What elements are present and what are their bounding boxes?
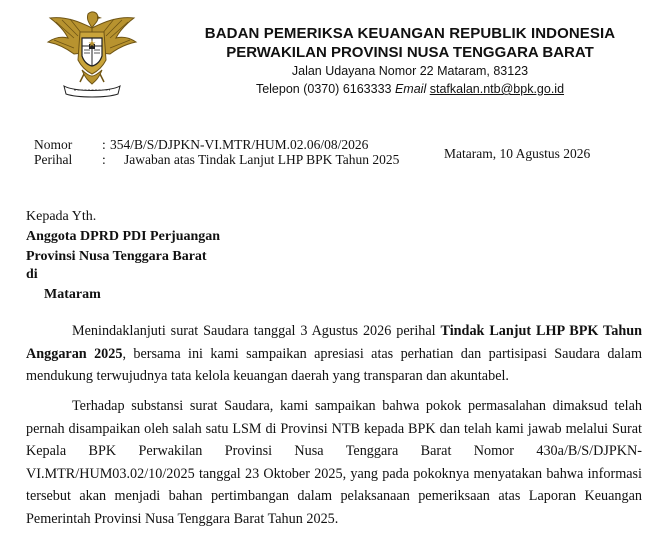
p1-bold: Tindak Lanjut LHP BPK Tahun Anggaran 2025 <box>26 323 642 362</box>
recipient-line2: Provinsi Nusa Tenggara Barat <box>26 249 207 264</box>
phone-text: Telepon (0370) 6163333 <box>255 82 392 96</box>
org-branch: PERWAKILAN PROVINSI NUSA TENGGARA BARAT <box>226 44 594 61</box>
recipient-line3: di <box>26 267 38 282</box>
garuda-emblem-icon <box>44 8 140 98</box>
perihal-colon: : <box>102 152 106 167</box>
nomor-value: 354/B/S/DJPKN-VI.MTR/HUM.02.06/08/2026 <box>110 137 369 152</box>
letterhead <box>170 24 650 98</box>
letter-date: Mataram, 10 Agustus 2026 <box>444 146 591 161</box>
recipient-line1: Anggota DPRD PDI Perjuangan <box>26 229 221 244</box>
p1-text-b: , bersama ini kami sampaikan apresiasi atas perhatian dan partisipasi Saudara dalam mendukung terwujudnya tata kelola keuangan daerah yang transparan dan akuntabel. <box>26 345 642 384</box>
recipient-greeting: Kepada Yth. <box>26 209 97 224</box>
nomor-colon: : <box>102 137 106 152</box>
email-label: Email <box>394 82 427 96</box>
perihal-value: Jawaban atas Tindak Lanjut LHP BPK Tahun 2025 <box>124 152 400 167</box>
p1-text-a: Menindaklanjuti surat Saudara tanggal 3 Agustus 2026 perihal <box>72 323 441 339</box>
email-link[interactable]: stafkalan.ntb@bpk.go.id <box>429 82 565 96</box>
body-paragraph-1 <box>26 320 642 388</box>
org-contact <box>170 81 650 98</box>
body-paragraph-2: Terhadap substansi surat Saudara, kami sampaikan bahwa pokok permasalahan dimaksud telah pernah disampaikan oleh salah satu LSM di Provinsi NTB kepada BPK dan telah kami jawab melalui Surat Kepala BPK Perwakilan Provinsi Nusa Tenggara Barat Nomor 430a/B/S/DJPKN-VI.MTR/HUM03.02/10/2025 tanggal 23 Oktober 2025, yang pada pokoknya menyatakan bahwa informasi tersebut akan menjadi bahan pertimbangan dalam pelaksanaan pemeriksaan atas Laporan Keuangan Pemerintah Provinsi Nusa Tenggara Barat Tahun 2025. <box>26 398 642 527</box>
recipient-city: Mataram <box>44 287 101 302</box>
org-name: BADAN PEMERIKSA KEUANGAN REPUBLIK INDONESIA <box>204 25 616 42</box>
nomor-label: Nomor <box>34 137 73 152</box>
perihal-label: Perihal <box>34 152 73 167</box>
org-address: Jalan Udayana Nomor 22 Mataram, 83123 <box>291 64 529 78</box>
